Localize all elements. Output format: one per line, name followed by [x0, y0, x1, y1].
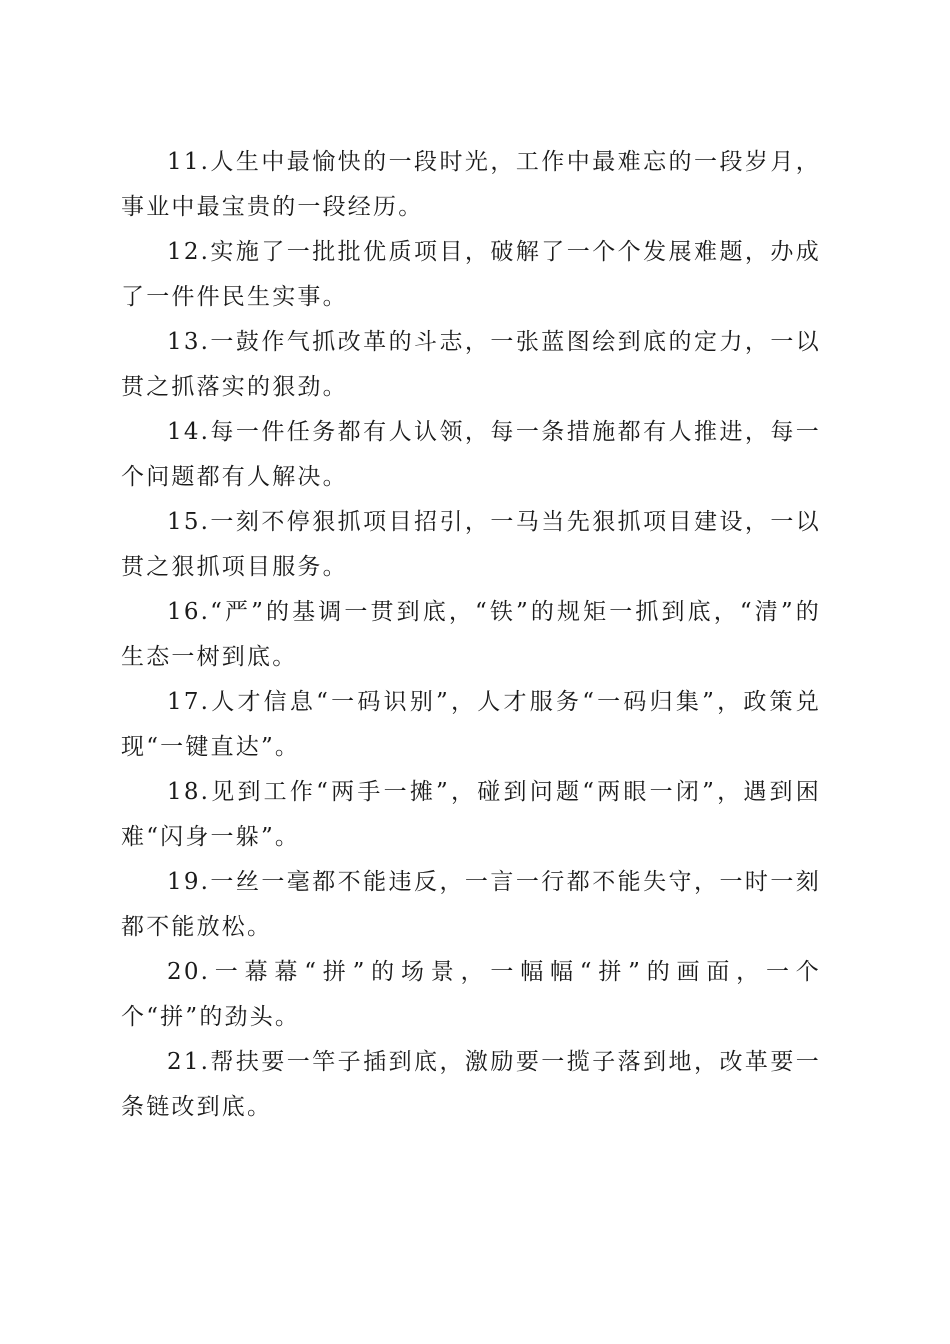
paragraph-18: 18.见到工作“两手一摊”，碰到问题“两眼一闭”，遇到困难“闪身一躲”。	[121, 779, 821, 850]
paragraph-11: 11.人生中最愉快的一段时光，工作中最难忘的一段岁月，事业中最宝贵的一段经历。	[121, 149, 821, 220]
paragraph-20: 20.一幕幕“拼”的场景，一幅幅“拼”的画面，一个个“拼”的劲头。	[121, 959, 821, 1030]
paragraph-19: 19.一丝一毫都不能违反，一言一行都不能失守，一时一刻都不能放松。	[121, 869, 821, 940]
paragraph-14: 14.每一件任务都有人认领，每一条措施都有人推进，每一个问题都有人解决。	[121, 419, 821, 490]
paragraph-17: 17.人才信息“一码识别”，人才服务“一码归集”，政策兑现“一键直达”。	[121, 689, 821, 760]
document-body	[121, 140, 821, 1130]
paragraph-13: 13.一鼓作气抓改革的斗志，一张蓝图绘到底的定力，一以贯之抓落实的狠劲。	[121, 329, 821, 400]
paragraph-16: 16.“严”的基调一贯到底，“铁”的规矩一抓到底，“清”的生态一树到底。	[121, 599, 821, 670]
paragraph-15: 15.一刻不停狠抓项目招引，一马当先狠抓项目建设，一以贯之狠抓项目服务。	[121, 509, 821, 580]
paragraph-12: 12.实施了一批批优质项目，破解了一个个发展难题，办成了一件件民生实事。	[121, 239, 821, 310]
paragraph-21: 21.帮扶要一竿子插到底，激励要一揽子落到地，改革要一条链改到底。	[121, 1049, 821, 1120]
